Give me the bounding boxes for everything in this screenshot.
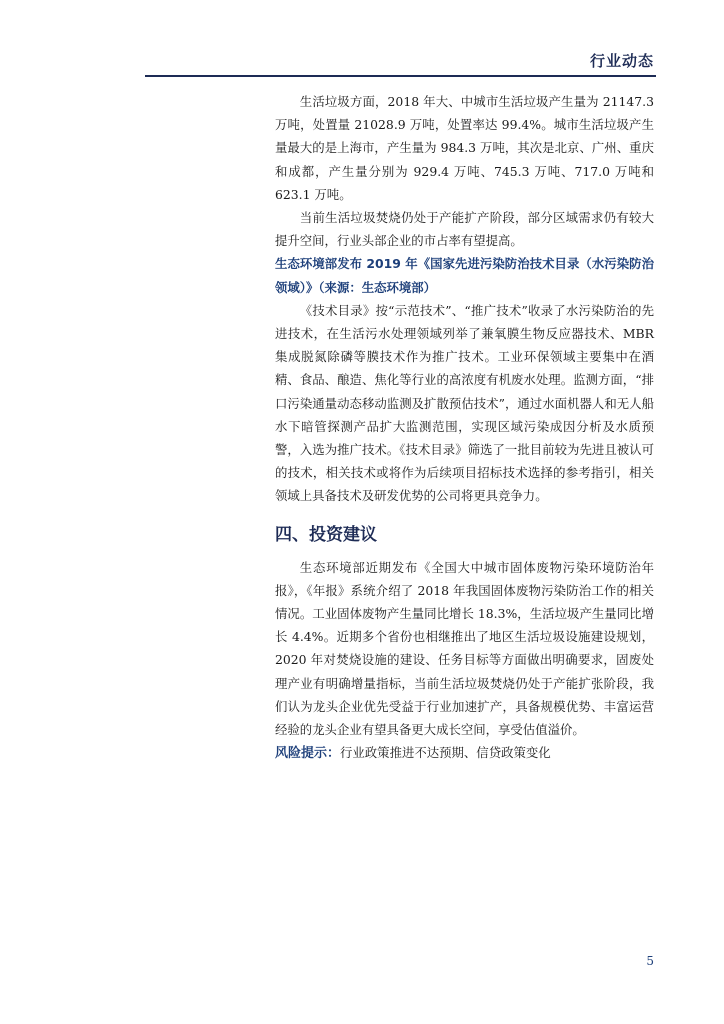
page-number: 5 (646, 954, 654, 968)
paragraph-tech-catalog: 《技术目录》按“示范技术”、“推广技术”收录了水污染防治的先进技术，在生活污水处理领域列举了兼氧膜生物反应器技术、MBR 集成脱氮除磷等膜技术作为推广技术。工业环保领域主要集中在酒精、食品、酿造、焦化等行业的高浓度有机废水处理。监测方面，“排口污染通量动态移动监测及扩散预估技术”，通过水面机器人和无人船水下暗管探测产品扩大监测范围，实现区域污染成因分析及水质预警，入选为推广技术。《技术目录》筛选了一批目前较为先进且被认可的技术，相关技术或将作为后续项目招标技术选择的参考指引，相关领域上具备技术及研发优势的公司将更具竞争力。 (275, 302, 654, 504)
risk-note (275, 741, 654, 765)
news-title: 生态环境部发布 2019 年《国家先进污染防治技术目录（水污染防治领域）》（来源：生态环境部） (275, 256, 654, 295)
paragraph-waste-stats: 生活垃圾方面，2018 年大、中城市生活垃圾产生量为 21147.3 万吨，处置量 21028.9 万吨，处置率达 99.4%。城市生活垃圾产生量最大的是上海市，产生量为 984.3 万吨，其次是北京、广州、重庆和成都，产生量分别为 929.4 万吨、745.3 万吨、717.0 万吨和 623.1 万吨。 (275, 94, 654, 202)
header-rule (145, 75, 656, 77)
section-heading: 四、投资建议 (275, 524, 377, 545)
risk-label: 风险提示： (275, 746, 341, 762)
paragraph-incineration: 当前生活垃圾焚烧仍处于产能扩产阶段，部分区域需求仍有较大提升空间，行业头部企业的市占率有望提高。 (275, 210, 654, 249)
article-body (275, 90, 654, 765)
paragraph-investment: 生态环境部近期发布《全国大中城市固体废物污染环境防治年报》，《年报》系统介绍了 2018 年我国固体废物污染防治工作的相关情况。工业固体废物产生量同比增长 18.3%，生活垃圾产生量同比增长 4.4%。近期多个省份也相继推出了地区生活垃圾设施建设规划，2020 年对焚烧设施的建设、任务目标等方面做出明确要求，固废处理产业有明确增量指标，当前生活垃圾焚烧仍处于产能扩张阶段，我们认为龙头企业优先受益于行业加速扩产，具备规模优势、丰富运营经验的龙头企业有望具备更大成长空间，享受估值溢价。 (275, 559, 654, 738)
risk-text: 行业政策推进不达预期、信贷政策变化 (340, 745, 551, 761)
header-title: 行业动态 (589, 52, 654, 70)
